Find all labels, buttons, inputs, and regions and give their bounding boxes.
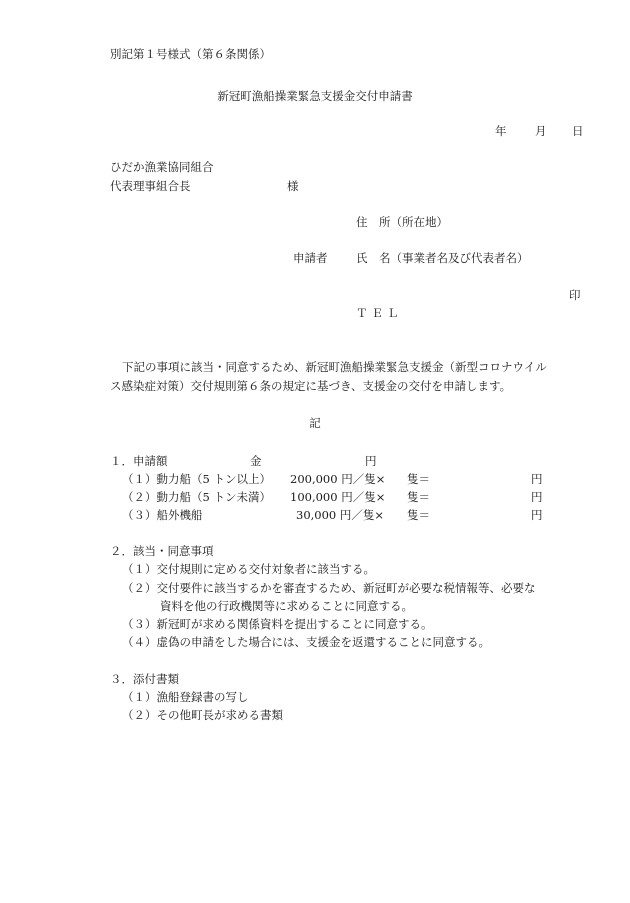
attachment-item-1: （１）漁船登録書の写し xyxy=(122,690,249,704)
tel-label: ＴＥＬ xyxy=(356,306,403,320)
amount-row-2-label: （２）動力船（5 トン未満） xyxy=(122,490,271,504)
amount-row-1-yen: 円 xyxy=(531,472,543,486)
applicant-label: 申請者 xyxy=(293,251,328,265)
section1-en: 円 xyxy=(365,454,377,468)
section2-heading: ２．該当・同意事項 xyxy=(110,544,214,558)
form-label: 別記第１号様式（第６条関係） xyxy=(110,47,271,61)
addressee-org: ひだか漁業協同組合 xyxy=(110,160,214,174)
consent-item-2: （２）交付要件に該当するかを審査するため、新冠町が必要な税情報等、必要な xyxy=(122,581,536,595)
consent-item-1: （１）交付規則に定める交付対象者に該当する。 xyxy=(122,562,375,576)
amount-row-3-yen: 円 xyxy=(531,508,543,522)
consent-item-4: （４）虚偽の申請をした場合には、支援金を返還することに同意する。 xyxy=(122,635,490,649)
amount-row-1-label: （１）動力船（5 トン以上） xyxy=(122,472,271,486)
addressee-honorific: 様 xyxy=(287,179,299,193)
consent-item-2-continued: 資料を他の行政機関等に求めることに同意する。 xyxy=(160,599,413,613)
intro-line-2: ス感染症対策）交付規則第６条の規定に基づき、支援金の交付を申請します。 xyxy=(110,379,512,393)
document-title: 新冠町漁船操業緊急支援金交付申請書 xyxy=(217,89,413,103)
date-month: 月 xyxy=(535,124,547,138)
seal-mark: 印 xyxy=(569,288,581,302)
amount-row-1-rate: 200,000 円／隻× xyxy=(290,472,386,486)
amount-row-2-unit: 隻＝ xyxy=(407,490,430,504)
section3-heading: ３．添付書類 xyxy=(110,672,179,686)
intro-line-1: 下記の事項に該当・同意するため、新冠町漁船操業緊急支援金（新型コロナウイル xyxy=(122,360,547,374)
amount-row-1-unit: 隻＝ xyxy=(407,472,430,486)
date-day: 日 xyxy=(572,124,584,138)
section1-kin: 金 xyxy=(250,454,262,468)
addressee-title: 代表理事組合長 xyxy=(110,179,191,193)
attachment-item-2: （２）その他町長が求める書類 xyxy=(122,708,283,722)
address-label: 住 所（所在地） xyxy=(356,215,448,229)
date-year: 年 xyxy=(495,124,507,138)
name-label: 氏 名（事業者名及び代表者名） xyxy=(356,251,529,265)
consent-item-3: （３）新冠町が求める関係資料を提出することに同意する。 xyxy=(122,617,433,631)
amount-row-3-unit: 隻＝ xyxy=(407,508,430,522)
ki-heading: 記 xyxy=(309,416,321,430)
section1-heading: １．申請額 xyxy=(110,454,168,468)
amount-row-3-label: （３）船外機船 xyxy=(122,508,203,522)
amount-row-2-yen: 円 xyxy=(531,490,543,504)
amount-row-2-rate: 100,000 円／隻× xyxy=(290,490,386,504)
amount-row-3-rate: 30,000 円／隻× xyxy=(296,508,385,522)
